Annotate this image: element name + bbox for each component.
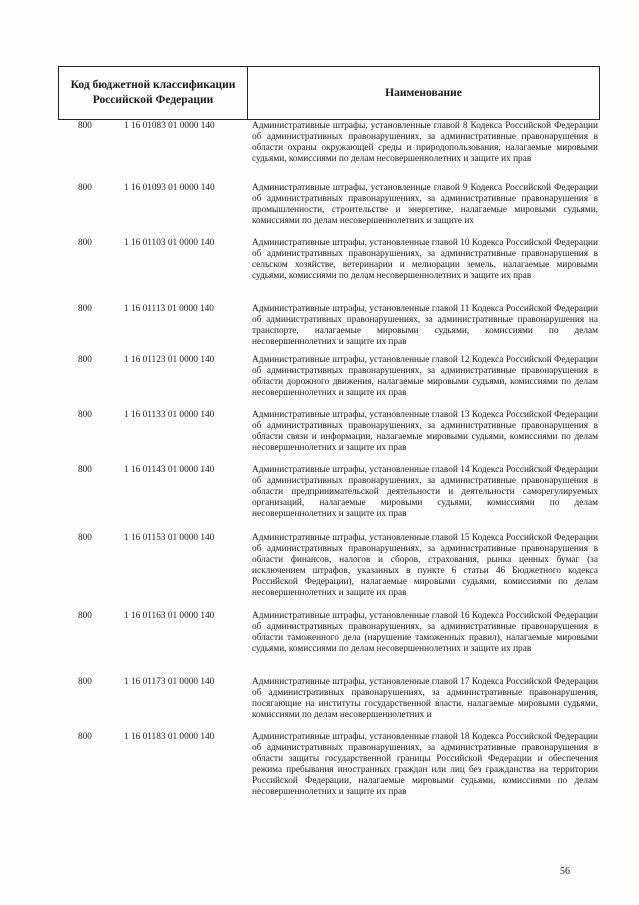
table-body <box>58 121 600 822</box>
header-code-column: Код бюджетной классификации Российской Федерации <box>59 67 248 119</box>
row-description: Административные штрафы, установленные главой 18 Кодекса Российской Федерации об административных правонарушениях, за административные правонарушения в области защиты государственной границы Российской Федерации и обеспечения режима пребывания иностранных граждан или лиц без гражданства на территории Российской Федерации, налагаемые мировыми судьями, комиссиями по делам несовершеннолетних и защите их прав <box>252 732 598 798</box>
admin-code: 800 <box>78 238 92 248</box>
row-description: Административные штрафы, установленные главой 8 Кодекса Российской Федерации об административных правонарушениях, за административные правонарушения в области охраны окружающей среды и природопользования, налагаемые мировыми судьями, комиссиями по делам несовершеннолетних и защите их прав <box>252 121 598 165</box>
table-row <box>58 304 600 355</box>
row-description: Административные штрафы, установленные главой 10 Кодекса Российской Федерации об административных правонарушениях, за административные правонарушения в сельском хозяйстве, ветеринарии и мелиорации земель, налагаемые мировыми судьями, комиссиями по делам несовершеннолетних и защите их прав <box>252 238 598 282</box>
budget-code: 1 16 01163 01 0000 140 <box>124 611 215 621</box>
table-row <box>58 533 600 611</box>
table-row <box>58 677 600 732</box>
row-description: Административные штрафы, установленные главой 16 Кодекса Российской Федерации об административных правонарушениях, за административные правонарушения в области таможенного дела (нарушение таможенных правил), налагаемые мировыми судьями, комиссиями по делам несовершеннолетних и защите их прав <box>252 611 598 655</box>
admin-code: 800 <box>78 355 92 365</box>
row-description: Административные штрафы, установленные главой 14 Кодекса Российской Федерации об административных правонарушениях, за административные правонарушения в области предпринимательской деятельности и деятельности саморегулируемых организаций, налагаемые мировыми судьями, комиссиями по делам несовершеннолетних и защите их прав <box>252 465 598 520</box>
table-header <box>58 66 600 120</box>
row-description: Административные штрафы, установленные главой 9 Кодекса Российской Федерации об административных правонарушениях, за административные правонарушения в промышленности, строительстве и энергетике, налагаемые мировыми судьями, комиссиями по делам несовершеннолетних и защите их <box>252 183 598 227</box>
admin-code: 800 <box>78 465 92 475</box>
budget-code: 1 16 01133 01 0000 140 <box>124 410 215 420</box>
budget-code: 1 16 01153 01 0000 140 <box>124 533 215 543</box>
table-row <box>58 183 600 238</box>
row-description: Административные штрафы, установленные главой 12 Кодекса Российской Федерации об административных правонарушениях, за административные правонарушения в области дорожного движения, налагаемые мировыми судьями, комиссиями по делам несовершеннолетних и защите их прав <box>252 355 598 399</box>
table-row <box>58 611 600 677</box>
page-number: 56 <box>560 866 570 877</box>
budget-code: 1 16 01093 01 0000 140 <box>124 183 215 193</box>
admin-code: 800 <box>78 533 92 543</box>
table-row <box>58 238 600 304</box>
table-row <box>58 732 600 822</box>
admin-code: 800 <box>78 677 92 687</box>
table-row <box>58 355 600 410</box>
row-description: Административные штрафы, установленные главой 13 Кодекса Российской Федерации об административных правонарушениях, за административные правонарушения в области связи и информации, налагаемые мировыми судьями, комиссиями по делам несовершеннолетних и защите их прав <box>252 410 598 454</box>
budget-code: 1 16 01123 01 0000 140 <box>124 355 215 365</box>
admin-code: 800 <box>78 304 92 314</box>
budget-code: 1 16 01173 01 0000 140 <box>124 677 215 687</box>
admin-code: 800 <box>78 732 92 742</box>
admin-code: 800 <box>78 183 92 193</box>
table-row <box>58 465 600 533</box>
admin-code: 800 <box>78 611 92 621</box>
header-name-column: Наименование <box>385 86 462 99</box>
table-row <box>58 121 600 183</box>
row-description: Административные штрафы, установленные главой 15 Кодекса Российской Федерации об административных правонарушениях, за административные правонарушения в области финансов, налогов и сборов, страхования, рынка ценных бумаг (за исключением штрафов, указанных в пункте 6 статьи 46 Бюджетного кодекса Российской Федерации), налагаемые мировыми судьями, комиссиями по делам несовершеннолетних и защите их прав <box>252 533 598 599</box>
budget-code: 1 16 01103 01 0000 140 <box>124 238 215 248</box>
budget-code: 1 16 01113 01 0000 140 <box>124 304 214 314</box>
row-description: Административные штрафы, установленные главой 17 Кодекса Российской Федерации об административных правонарушениях, за административные правонарушения, посягающие на институты государственной власти, налагаемые мировыми судьями, комиссиями по делам несовершеннолетних и <box>252 677 598 721</box>
budget-code: 1 16 01143 01 0000 140 <box>124 465 215 475</box>
table-row <box>58 410 600 465</box>
budget-code: 1 16 01083 01 0000 140 <box>124 121 215 131</box>
admin-code: 800 <box>78 121 92 131</box>
budget-code: 1 16 01183 01 0000 140 <box>124 732 215 742</box>
row-description: Административные штрафы, установленные главой 11 Кодекса Российской Федерации об административных правонарушениях, за административные правонарушения на транспорте, налагаемые мировыми судьями, комиссиями по делам несовершеннолетних и защите их прав <box>252 304 598 348</box>
admin-code: 800 <box>78 410 92 420</box>
